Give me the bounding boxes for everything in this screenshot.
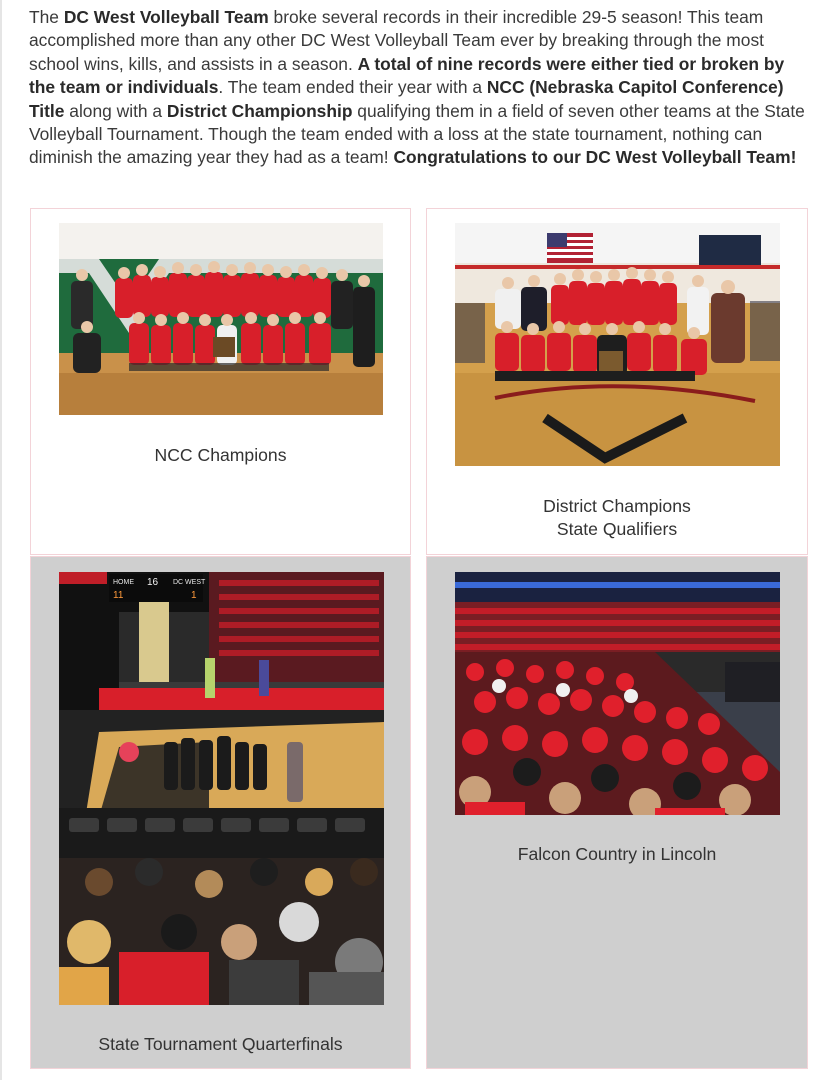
photo-card-falcon-country [426,556,808,1069]
intro-bold-records: A total of nine records were either tied or broken by the team or individuals [29,53,785,98]
state-tournament-photo[interactable] [59,572,384,1005]
intro-text: along with a [64,100,167,121]
photo-card-ncc [30,208,411,555]
photo-caption: NCC Champions [154,445,287,465]
intro-text: qualifying them in a field of seven other teams at the State Volleyball Tournament. Though the team ended with a loss at the state tournament, nothing can diminish the amazing year they had as a team! [29,100,805,168]
team-photo-image [455,223,780,466]
photo-caption: State Tournament Quarterfinals [98,1034,343,1054]
intro-paragraph [29,6,814,170]
page-edge [0,0,2,1080]
photo-caption-line2: State Qualifiers [556,519,678,539]
arena-photo-image [59,572,384,1005]
intro-text: The [29,7,64,27]
photo-caption: District Champions [543,496,691,516]
scoreboard-home: HOME [113,579,134,586]
photo-card-quarterfinals [30,556,411,1069]
photo-card-district [426,208,808,555]
scoreboard-guest: DC WEST [173,579,206,586]
photo-caption: Falcon Country in Lincoln [517,844,717,864]
ncc-champions-photo[interactable] [59,223,383,415]
team-photo-image [59,223,383,415]
district-champions-photo[interactable] [455,223,780,466]
falcon-country-photo[interactable] [455,572,780,815]
intro-text: . The team ended their year with a [218,77,487,98]
scoreboard-home-score: 16 [147,577,159,588]
intro-bold-ncc: NCC (Nebraska Capitol Conference) Title [29,77,784,121]
intro-bold-district: District Championship [166,100,353,121]
intro-bold-team: DC West Volleyball Team [63,7,269,27]
scoreboard-sets-guest: 1 [191,590,197,601]
crowd-photo-image [455,572,780,815]
intro-text: broke several records in their incredible 29-5 season! This team accomplished more than any other DC West Volleyball Team ever by breaking through the most school wins, kills, and assists in a season. [29,7,764,74]
scoreboard-sets: 11 [113,590,124,601]
intro-bold-congrats: Congratulations to our DC West Volleyball Team! [393,147,797,168]
